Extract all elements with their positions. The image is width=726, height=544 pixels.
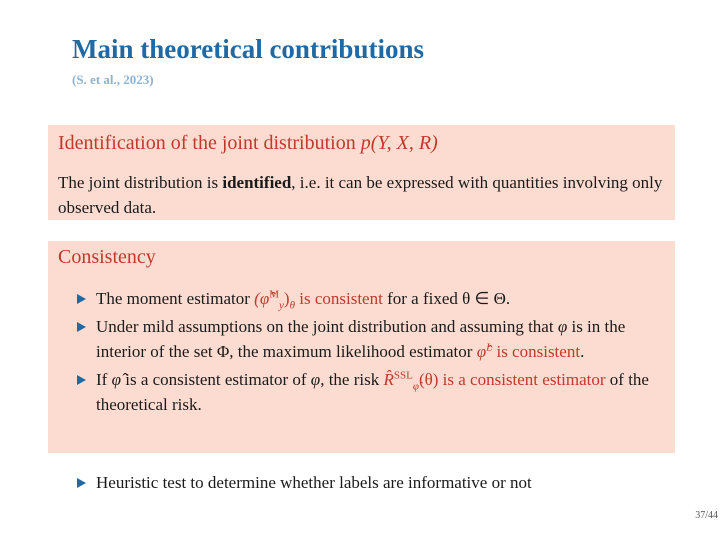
identification-title-math: p(Y, X, R) [360,132,438,154]
bullet1-pre: The moment estimator [96,289,255,308]
bullet1-math: $(\varphî^M_y)_\theta$ [254,288,295,312]
bullet-triangle-icon [77,322,86,332]
bullet3-math: φ̂ [111,370,121,389]
bullet2-sup: L [486,341,493,354]
consistency-bullet-moment [48,286,675,311]
identification-title-text: Identification of the joint distribution [58,132,361,154]
slide-title: Main theoretical contributions [72,34,424,64]
bullet2-post: . [580,342,585,361]
bullet3-pre: If [96,370,112,389]
heuristic-test-bullet [48,470,675,495]
bullet-triangle-icon [77,294,86,304]
bullet3-mid2: , the risk [320,370,384,389]
bullet-triangle-icon [77,375,86,385]
consistency-block [48,241,675,453]
bullet3-phi: φ [310,370,321,389]
identification-block-body [48,158,675,220]
identification-block [48,125,675,220]
bullet1-post: for a fixed θ ∈ Θ. [382,289,511,308]
heuristic-test-item [48,470,675,495]
bullet2-phi: φ [557,317,568,336]
consistency-block-title: Consistency [58,246,156,268]
bullet1-red: is consistent [294,289,383,308]
heuristic-test-text: Heuristic test to determine whether labels are informative or not [96,473,532,492]
consistency-bullet-mle [48,314,675,364]
slide-subtitle: (S. et al., 2023) [72,72,154,87]
bullet2-math: φ̂ [476,342,487,361]
bullet3-mid: is a consistent estimator of [120,370,311,389]
consistency-bullet-risk [48,367,675,417]
bullet3-risk: R̂$^{SSL}_{\varphî}$(θ) [383,369,439,393]
bullet3-post: of the theoretical risk. [96,370,649,414]
bullet3-red: is a consistent estimator [438,370,606,389]
identification-body-bold: identified [222,173,292,192]
bullet2-red: is consistent [492,342,581,361]
identification-body-post: , i.e. it can be expressed with quantities involving only observed data. [58,173,663,217]
bullet2-pre: Under mild assumptions on the joint distribution and assuming that [96,317,558,336]
identification-block-title [48,125,675,158]
identification-body-pre: The joint distribution is [58,173,223,192]
bullet2-mid: is in the interior of the set Φ, the maximum likelihood estimator [96,317,626,361]
consistency-bullet-list [48,286,675,417]
page-number: 37/44 [695,510,718,521]
bullet-triangle-icon [77,478,86,488]
